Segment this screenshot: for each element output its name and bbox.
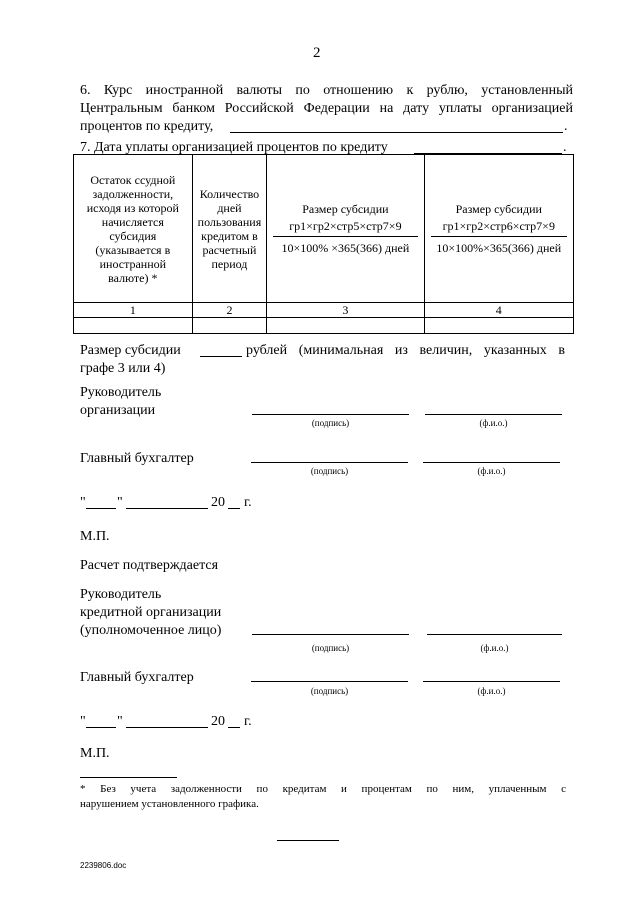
header-col1: Остаток ссудной задолженности, исходя из которой начисляется субсидия (указывается в иностранной валюте) *: [74, 155, 193, 303]
col-number-4: 4: [424, 303, 573, 318]
footnote-line2: нарушением установленного графика.: [80, 798, 259, 810]
data-cell-4[interactable]: [424, 318, 573, 334]
header-col3-denominator: 10×100% ×365(366) дней: [281, 241, 410, 255]
item6-line3: процентов по кредиту,: [80, 119, 214, 134]
data-cell-2[interactable]: [192, 318, 267, 334]
date-month-field[interactable]: [126, 508, 208, 509]
bank-accountant-label: Главный бухгалтер: [80, 670, 194, 685]
header-col3-numerator: гр1×гр2×стр5×стр7×9: [289, 219, 402, 233]
stamp-label: М.П.: [80, 529, 110, 544]
bank-head-label-line3: (уполномоченное лицо): [80, 623, 222, 638]
col-number-2: 2: [192, 303, 267, 318]
header-col3: [267, 155, 424, 303]
date-quote-open: ": [80, 495, 86, 510]
name-caption: (ф.и.о.): [480, 643, 509, 653]
date2-day-field[interactable]: [86, 727, 116, 728]
stamp2-label: М.П.: [80, 746, 110, 761]
bank-head-label-line1: Руководитель: [80, 587, 162, 602]
item6-end-mark: .: [564, 119, 568, 134]
item6-line2: Центральным банком Российской Федерации на дату уплаты организацией: [80, 101, 573, 116]
signature-caption: (подпись): [311, 418, 350, 428]
header-col4-numerator: гр1×гр2×стр6×стр7×9: [442, 219, 555, 233]
header-col4-denominator: 10×100%×365(366) дней: [436, 241, 562, 255]
date2-year-prefix: 20: [211, 714, 225, 729]
name-caption: (ф.и.о.): [477, 686, 506, 696]
head-label-line2: организации: [80, 403, 156, 418]
footnote-separator: [80, 777, 177, 778]
head-name-field[interactable]: [425, 414, 562, 415]
date-day-field[interactable]: [86, 508, 116, 509]
signature-caption: (подпись): [310, 686, 349, 696]
name-caption: (ф.и.о.): [477, 466, 506, 476]
bank-accountant-name-field[interactable]: [423, 681, 560, 682]
head-label-line1: Руководитель: [80, 385, 162, 400]
subsidy-note: рублей (минимальная из величин, указанных в: [246, 343, 565, 358]
fraction-bar: [431, 236, 567, 237]
subsidy-note-line2: графе 3 или 4): [80, 361, 166, 376]
subsidy-label: Размер субсидии: [80, 343, 181, 358]
col-number-3: 3: [267, 303, 424, 318]
bank-head-signature-field[interactable]: [252, 634, 409, 635]
header-col4-title: Размер субсидии: [455, 202, 542, 216]
table-header-row: [74, 155, 574, 303]
confirm-text: Расчет подтверждается: [80, 558, 219, 573]
fraction-bar: [273, 236, 417, 237]
date-quote-close: ": [117, 495, 123, 510]
bank-head-label-line2: кредитной организации: [80, 605, 222, 620]
date2-quote-open: ": [80, 714, 86, 729]
bank-head-name-field[interactable]: [427, 634, 562, 635]
signature-caption: (подпись): [311, 643, 350, 653]
header-col4: [424, 155, 573, 303]
signature-caption: (подпись): [310, 466, 349, 476]
item7-text: 7. Дата уплаты организацией процентов по кредиту: [80, 140, 388, 155]
name-caption: (ф.и.о.): [479, 418, 508, 428]
table-row: [74, 318, 574, 334]
head-signature-field[interactable]: [252, 414, 409, 415]
page-number: 2: [313, 45, 321, 61]
accountant-label: Главный бухгалтер: [80, 451, 194, 466]
footnote-line1: * Без учета задолженности по кредитам и процентам по ним, уплаченным с: [80, 783, 566, 795]
date2-quote-close: ": [117, 714, 123, 729]
data-cell-3[interactable]: [267, 318, 424, 334]
header-col2: Количество дней пользования кредитом в расчетный период: [192, 155, 267, 303]
subsidy-amount-field[interactable]: [200, 356, 242, 357]
data-cell-1[interactable]: [74, 318, 193, 334]
exchange-rate-field[interactable]: [230, 132, 563, 133]
column-number-row: [74, 303, 574, 318]
date2-year-suffix: г.: [244, 714, 252, 729]
header-col3-title: Размер субсидии: [302, 202, 389, 216]
date-year-suffix: г.: [244, 495, 252, 510]
accountant-signature-field[interactable]: [251, 462, 408, 463]
accountant-name-field[interactable]: [423, 462, 560, 463]
date2-year-field[interactable]: [228, 727, 240, 728]
bank-accountant-signature-field[interactable]: [251, 681, 408, 682]
date2-month-field[interactable]: [126, 727, 208, 728]
end-separator: [277, 840, 339, 841]
col-number-1: 1: [74, 303, 193, 318]
date-year-prefix: 20: [211, 495, 225, 510]
item6-line1: 6. Курс иностранной валюты по отношению к рублю, установленный: [80, 83, 573, 98]
subsidy-table: [73, 154, 574, 334]
doc-id: 2239806.doc: [80, 861, 127, 870]
item7-end-mark: .: [563, 140, 567, 155]
date-year-field[interactable]: [228, 508, 240, 509]
